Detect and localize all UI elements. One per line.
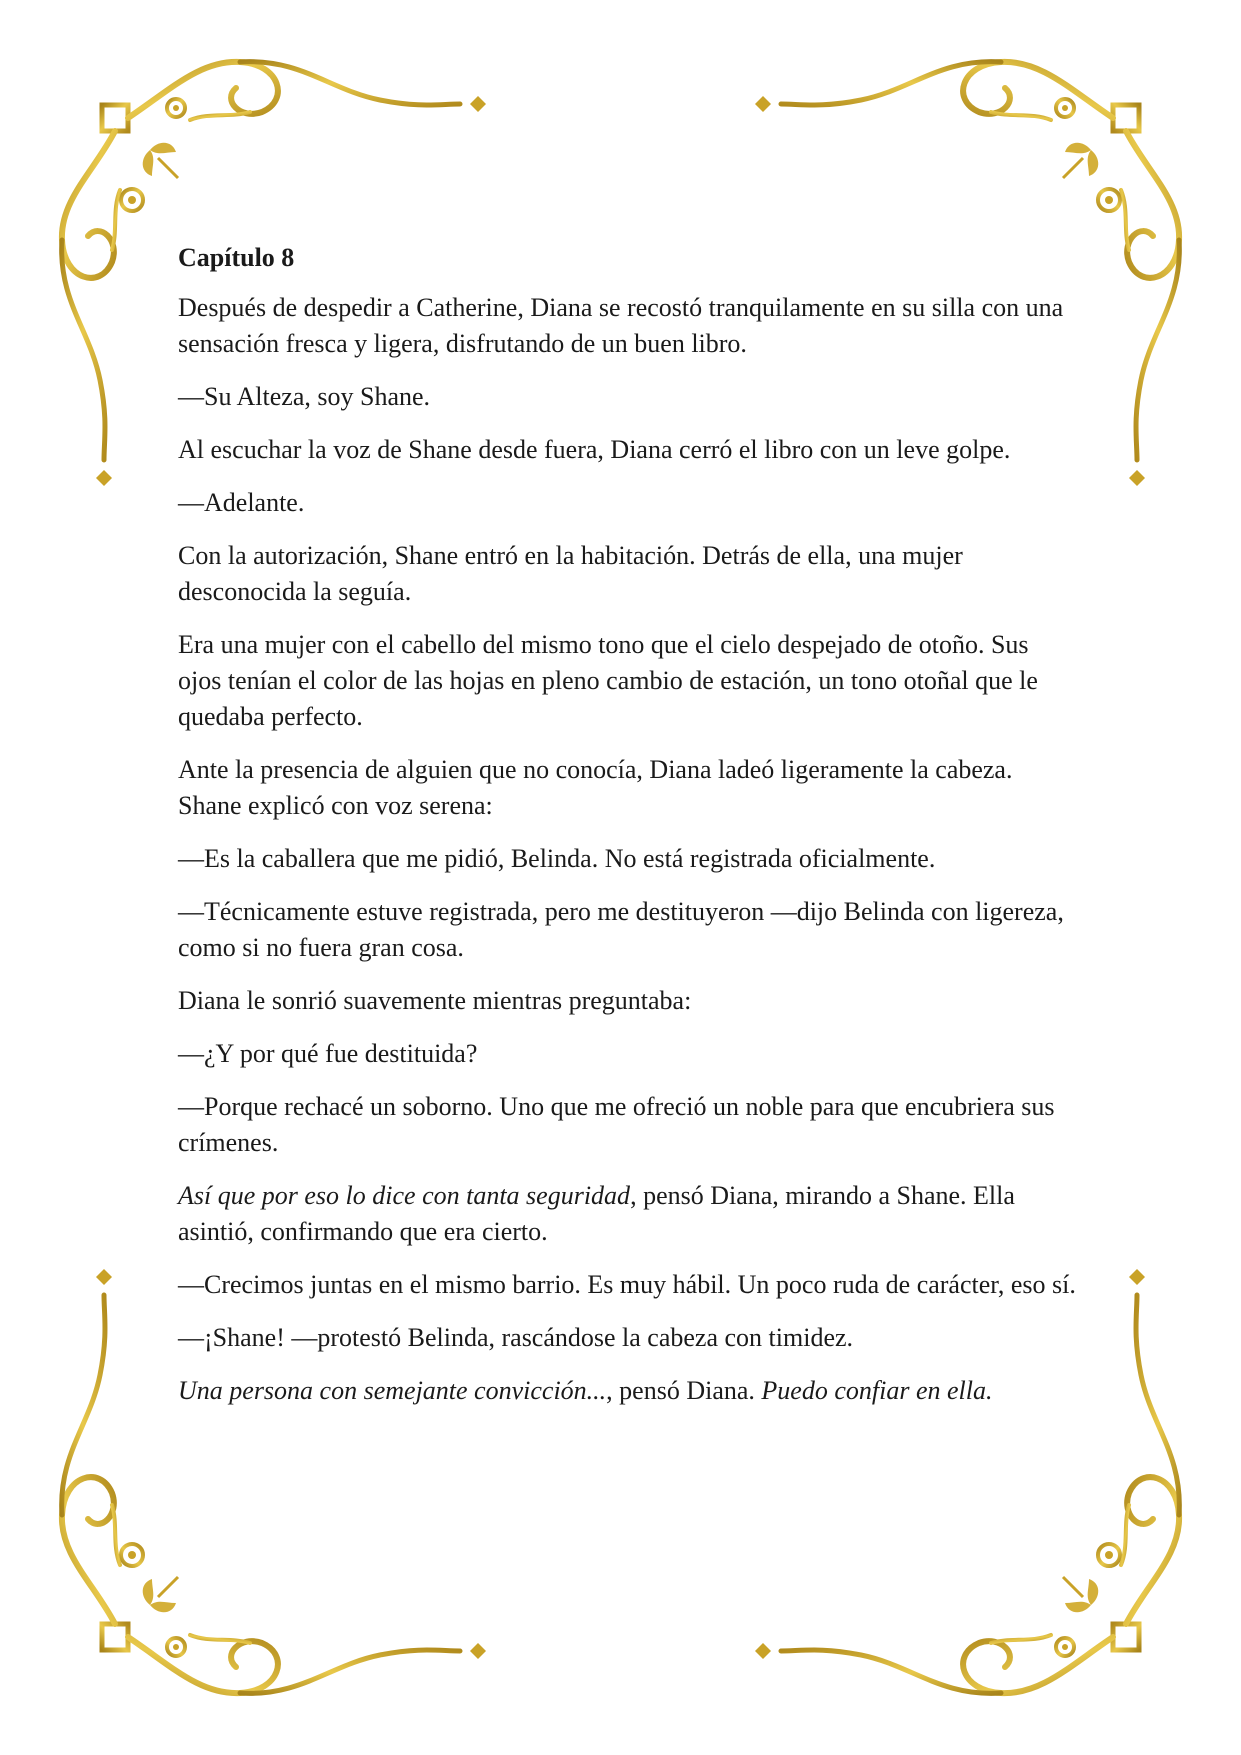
text-segment: —Es la caballera que me pidió, Belinda. No está registrada oficialmente.	[178, 844, 936, 873]
text-segment: , pensó Diana, mirando a Shane. Ella asintió, confirmando que era cierto.	[178, 1181, 1015, 1246]
paragraph	[178, 1036, 1078, 1072]
paragraphs	[178, 290, 1078, 1409]
text-segment: —Su Alteza, soy Shane.	[178, 382, 431, 411]
text-segment: Diana le sonrió suavemente mientras preguntaba:	[178, 986, 692, 1015]
page-content	[178, 240, 1078, 1426]
text-segment: Con la autorización, Shane entró en la habitación. Detrás de ella, una mujer desconocida la seguía.	[178, 541, 963, 606]
paragraph	[178, 379, 1078, 415]
paragraph	[178, 1178, 1078, 1250]
paragraph	[178, 983, 1078, 1019]
paragraph	[178, 1089, 1078, 1161]
text-segment: Después de despedir a Catherine, Diana se recostó tranquilamente en su silla con una sensación fresca y ligera, disfrutando de un buen libro.	[178, 293, 1064, 358]
italic-text: Puedo confiar en ella.	[761, 1376, 993, 1405]
paragraph	[178, 752, 1078, 824]
text-segment: —Porque rechacé un soborno. Uno que me ofreció un noble para que encubriera sus crímenes.	[178, 1092, 1055, 1157]
text-segment: Al escuchar la voz de Shane desde fuera, Diana cerró el libro con un leve golpe.	[178, 435, 1011, 464]
paragraph	[178, 290, 1078, 362]
paragraph	[178, 1267, 1078, 1303]
text-segment: —Adelante.	[178, 488, 305, 517]
paragraph	[178, 1373, 1078, 1409]
chapter-title: Capítulo 8	[178, 243, 295, 272]
paragraph	[178, 627, 1078, 735]
text-segment: , pensó Diana.	[606, 1376, 762, 1405]
text-segment: —Crecimos juntas en el mismo barrio. Es muy hábil. Un poco ruda de carácter, eso sí.	[178, 1270, 1076, 1299]
italic-text: Así que por eso lo dice con tanta seguridad	[178, 1181, 631, 1210]
paragraph	[178, 432, 1078, 468]
text-segment: —¿Y por qué fue destituida?	[178, 1039, 478, 1068]
text-segment: Era una mujer con el cabello del mismo tono que el cielo despejado de otoño. Sus ojos tenían el color de las hojas en pleno cambio de estación, un tono otoñal que le quedaba perfecto.	[178, 630, 1038, 731]
text-segment: —¡Shane! —protestó Belinda, rascándose la cabeza con timidez.	[178, 1323, 854, 1352]
italic-text: Una persona con semejante convicción...	[178, 1376, 607, 1405]
paragraph	[178, 894, 1078, 966]
paragraph	[178, 485, 1078, 521]
text-segment: Ante la presencia de alguien que no conocía, Diana ladeó ligeramente la cabeza. Shane explicó con voz serena:	[178, 755, 1013, 820]
paragraph	[178, 538, 1078, 610]
paragraph	[178, 1320, 1078, 1356]
paragraph	[178, 841, 1078, 877]
text-segment: —Técnicamente estuve registrada, pero me destituyeron —dijo Belinda con ligereza, como si no fuera gran cosa.	[178, 897, 1064, 962]
